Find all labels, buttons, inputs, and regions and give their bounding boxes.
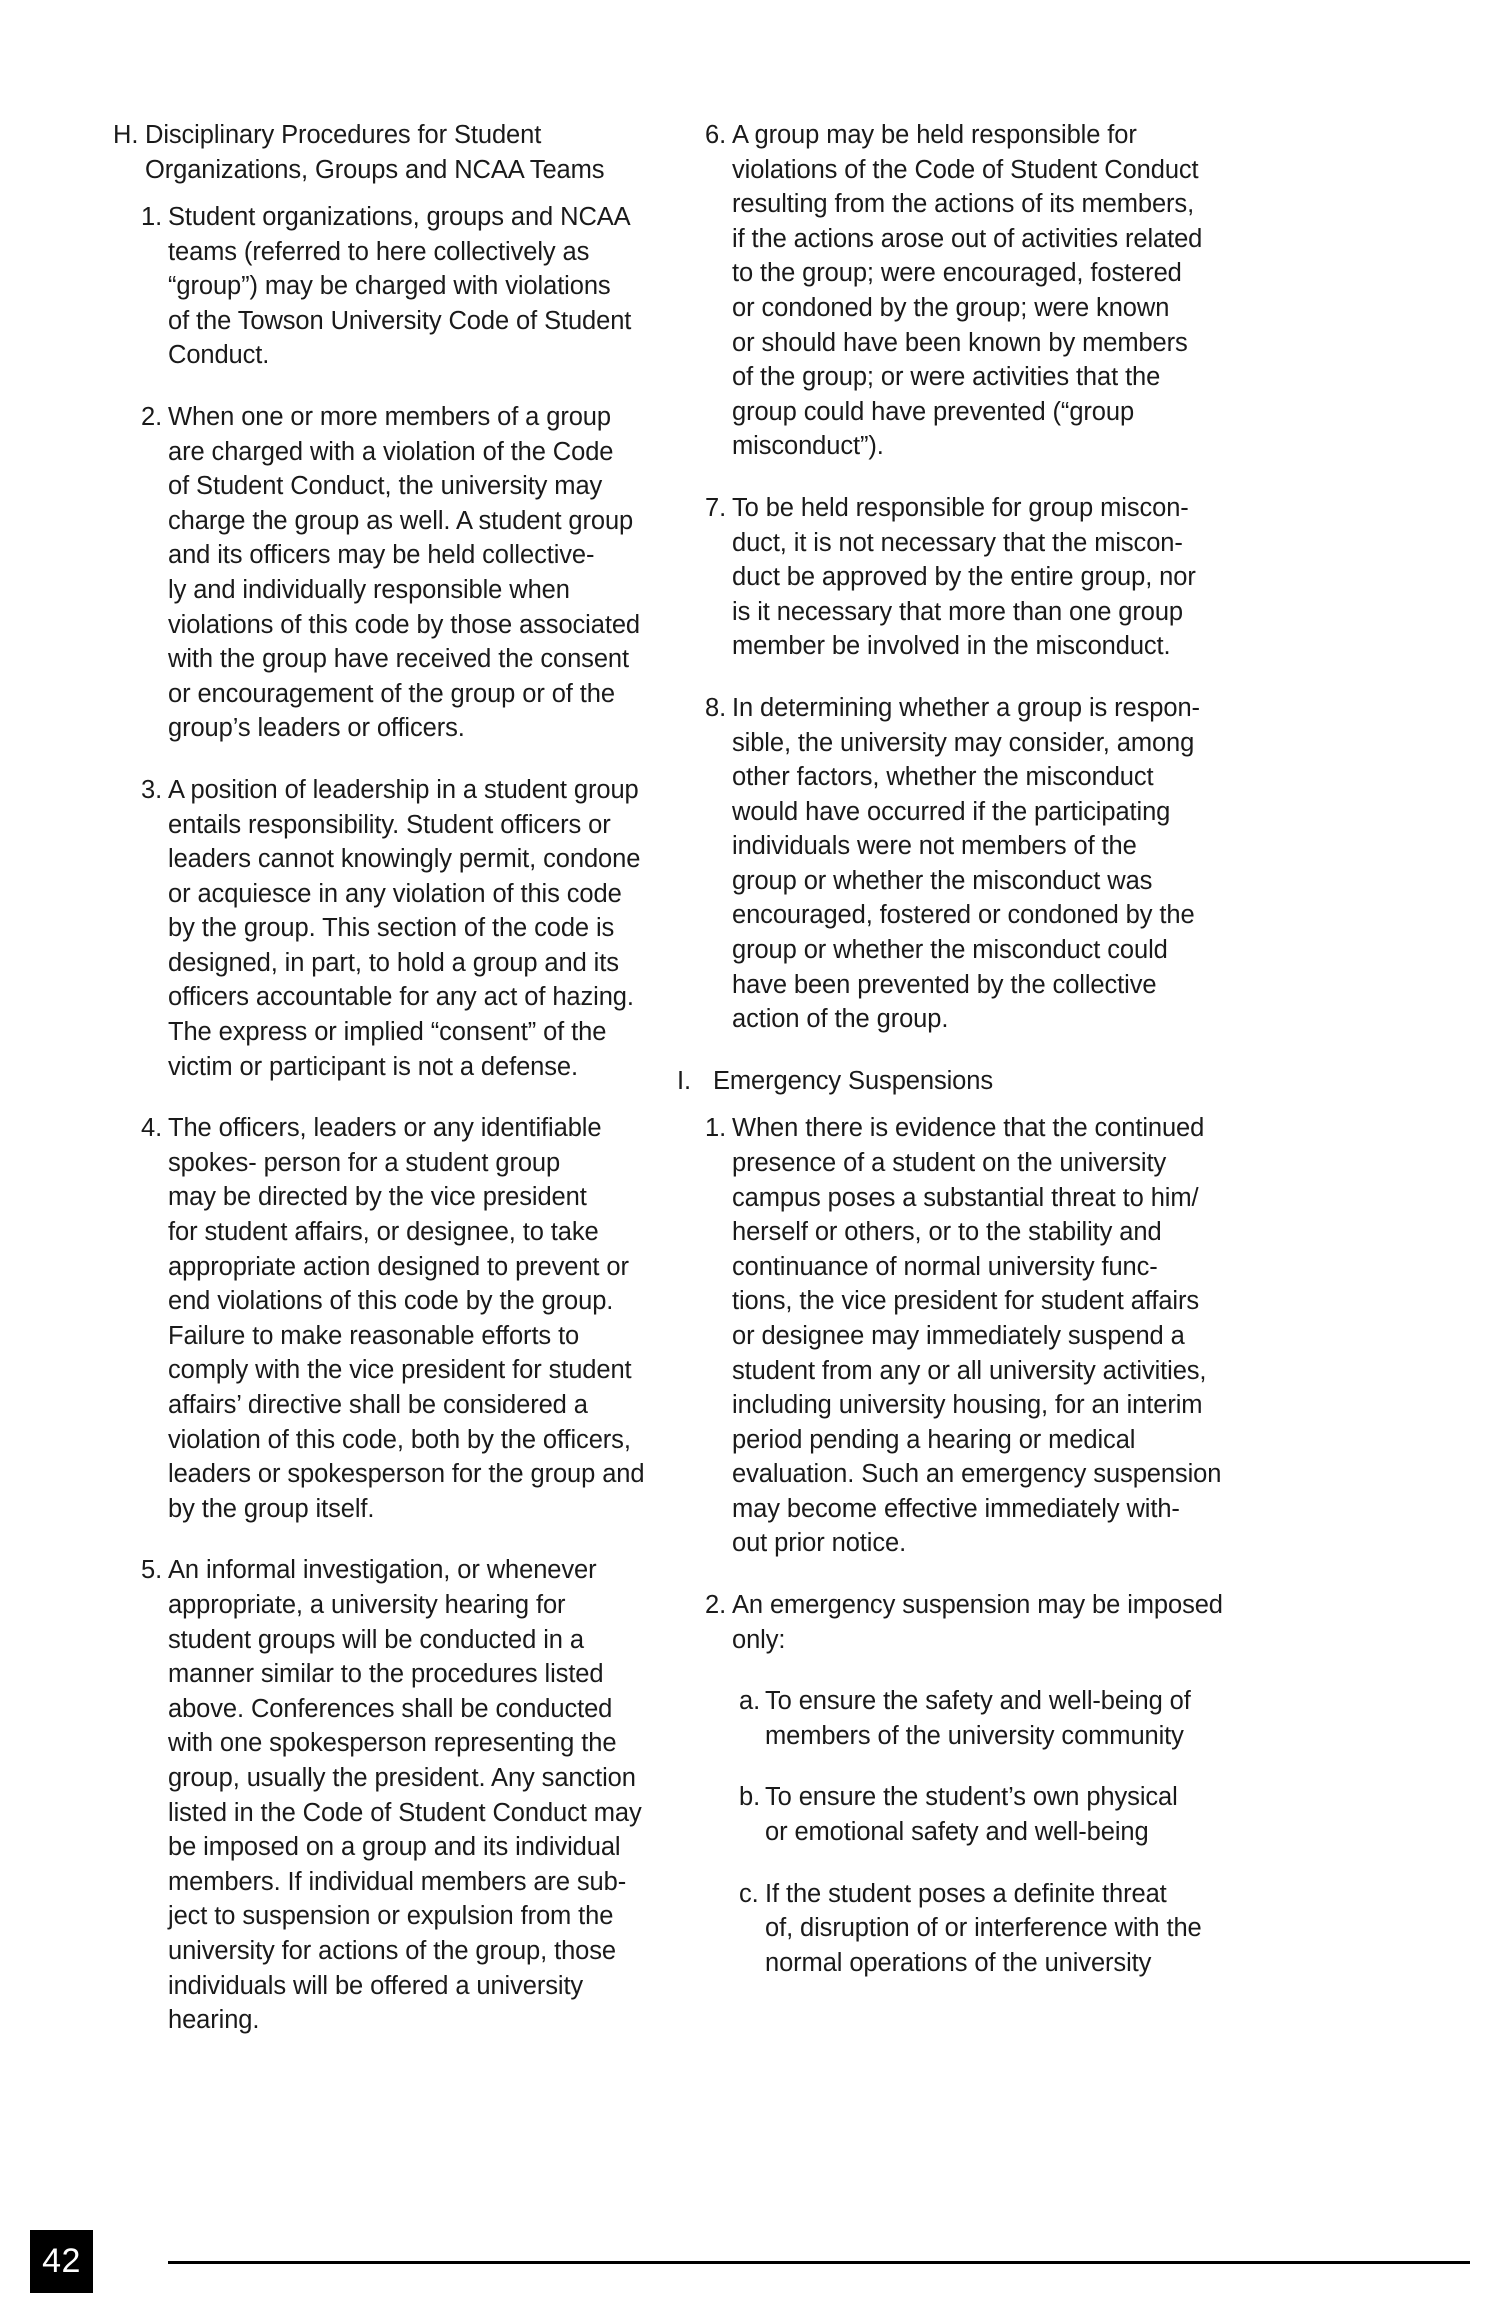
text-line: action of the group. <box>732 1005 949 1034</box>
text-line: if the actions arose out of activities related <box>732 224 1203 253</box>
sub-list-item-letter: b. <box>739 1783 761 1812</box>
text-line: To ensure the safety and well-being of <box>765 1687 1191 1716</box>
two-column-body <box>0 118 1500 2065</box>
list-item-body <box>732 1588 1237 1657</box>
list-item-number: 2. <box>705 1591 727 1620</box>
text-line: member be involved in the misconduct. <box>732 632 1171 661</box>
text-line: To ensure the student’s own physical <box>765 1783 1178 1812</box>
sub-list-item-body <box>765 1780 1237 1849</box>
text-line: out prior notice. <box>732 1529 907 1558</box>
text-line: group or whether the misconduct could <box>732 936 1168 965</box>
list-item <box>677 491 1237 664</box>
list-item-number: 4. <box>141 1114 163 1143</box>
section-letter-i: I. <box>677 1066 691 1095</box>
text-line: leaders cannot knowingly permit, condone <box>168 845 641 874</box>
list-item <box>677 691 1237 1037</box>
text-line: for student affairs, or designee, to take <box>168 1218 599 1247</box>
list-item-body <box>732 1111 1237 1561</box>
list-item-number: 2. <box>141 402 163 431</box>
list-item-number: 7. <box>705 493 727 522</box>
text-line: individuals were not members of the <box>732 832 1137 861</box>
text-line: may become effective immediately with- <box>732 1494 1180 1523</box>
text-line: are charged with a violation of the Code <box>168 437 614 466</box>
text-line: “group”) may be charged with violations <box>168 272 611 301</box>
text-line: Failure to make reasonable efforts to <box>168 1321 580 1350</box>
sub-list-item <box>677 1877 1237 1981</box>
text-line: be imposed on a group and its individual <box>168 1833 621 1862</box>
text-line: campus poses a substantial threat to him/ <box>732 1183 1199 1212</box>
text-line: by the group. This section of the code is <box>168 914 615 943</box>
text-line: affairs’ directive shall be considered a <box>168 1391 588 1419</box>
right-column <box>677 118 1237 2065</box>
text-line: only: <box>732 1625 786 1654</box>
text-line: group could have prevented (“group <box>732 397 1135 426</box>
text-line: An emergency suspension may be imposed <box>732 1591 1223 1620</box>
text-line: victim or participant is not a defense. <box>168 1052 578 1081</box>
text-line: end violations of this code by the group. <box>168 1287 614 1316</box>
list-item <box>113 1553 673 2037</box>
text-line: university for actions of the group, those <box>168 1936 616 1965</box>
text-line: ly and individually responsible when <box>168 575 570 604</box>
sub-list-item-body <box>765 1684 1237 1753</box>
text-line: or encouragement of the group or of the <box>168 679 615 708</box>
text-line: of Student Conduct, the university may <box>168 472 603 501</box>
text-line: designed, in part, to hold a group and its <box>168 948 619 977</box>
text-line: In determining whether a group is respon- <box>732 693 1200 722</box>
text-line: or should have been known by members <box>732 328 1188 357</box>
sub-list-item <box>677 1780 1237 1849</box>
text-line: or condoned by the group; were known <box>732 293 1170 322</box>
text-line: normal operations of the university <box>765 1948 1152 1977</box>
text-line: duct, it is not necessary that the miscon- <box>732 528 1183 557</box>
text-line: The officers, leaders or any identifiable <box>168 1114 602 1143</box>
text-line: resulting from the actions of its members, <box>732 190 1195 219</box>
text-line: listed in the Code of Student Conduct may <box>168 1798 642 1827</box>
text-line: or designee may immediately suspend a <box>732 1321 1185 1350</box>
list-item <box>113 200 673 373</box>
text-line: student groups will be conducted in a <box>168 1625 584 1654</box>
text-line: is it necessary that more than one group <box>732 597 1184 626</box>
text-line: leaders or spokesperson for the group and <box>168 1460 645 1489</box>
text-line: If the student poses a definite threat <box>765 1879 1167 1908</box>
text-line: A position of leadership in a student group <box>168 775 639 804</box>
section-letter-h: H. <box>113 121 139 149</box>
list-item <box>113 1111 673 1526</box>
text-line: violations of this code by those associated <box>168 610 640 639</box>
list-item-body <box>732 491 1237 664</box>
text-line: When there is evidence that the continued <box>732 1114 1205 1143</box>
text-line: herself or others, or to the stability and <box>732 1218 1162 1247</box>
sub-list-item-letter: a. <box>739 1687 761 1716</box>
text-line: When one or more members of a group <box>168 402 611 431</box>
text-line: with the group have received the consent <box>168 645 629 674</box>
list-item <box>113 400 673 746</box>
text-line: manner similar to the procedures listed <box>168 1660 604 1689</box>
text-line: members of the university community <box>765 1721 1184 1750</box>
text-line: comply with the vice president for student <box>168 1356 632 1385</box>
text-line: or acquiesce in any violation of this code <box>168 879 622 908</box>
list-item <box>113 773 673 1084</box>
text-line: group or whether the misconduct was <box>732 866 1153 895</box>
text-line: encouraged, fostered or condoned by the <box>732 901 1195 930</box>
text-line: of the Towson University Code of Student <box>168 306 632 335</box>
page-number-badge <box>30 2230 93 2293</box>
text-line: violations of the Code of Student Conduct <box>732 155 1199 184</box>
sub-list-item-body <box>765 1877 1237 1981</box>
list-item-body <box>732 118 1237 464</box>
text-line: Student organizations, groups and NCAA <box>168 203 631 231</box>
list-item-body <box>168 773 673 1084</box>
text-line: group’s leaders or officers. <box>168 714 465 743</box>
text-line: with one spokesperson representing the <box>168 1729 617 1758</box>
list-item-number: 1. <box>705 1114 727 1143</box>
text-line: above. Conferences shall be conducted <box>168 1694 613 1723</box>
text-line: appropriate action designed to prevent or <box>168 1252 629 1281</box>
list-item-body <box>168 400 673 746</box>
text-line: To be held responsible for group miscon- <box>732 493 1189 522</box>
text-line: other factors, whether the misconduct <box>732 763 1154 792</box>
text-line: entails responsibility. Student officers or <box>168 810 611 839</box>
page-number: 42 <box>42 2242 81 2280</box>
text-line: may be directed by the vice president <box>168 1183 587 1212</box>
text-line: by the group itself. <box>168 1494 375 1523</box>
text-line: evaluation. Such an emergency suspension <box>732 1460 1222 1489</box>
sub-list-item-letter: c. <box>739 1879 759 1908</box>
section-title-i: Emergency Suspensions <box>713 1066 993 1095</box>
list-item-number: 3. <box>141 775 163 804</box>
list-item <box>677 118 1237 464</box>
text-line: student from any or all university activities, <box>732 1356 1207 1385</box>
text-line: and its officers may be held collective- <box>168 541 595 570</box>
text-line: spokes- person for a student group <box>168 1148 561 1177</box>
text-line: violation of this code, both by the officers, <box>168 1425 631 1454</box>
text-line: hearing. <box>168 2006 260 2035</box>
text-line: An informal investigation, or whenever <box>168 1556 597 1585</box>
section-title-line: Disciplinary Procedures for Student <box>145 121 542 149</box>
text-line: continuance of normal university func- <box>732 1252 1158 1281</box>
text-line: would have occurred if the participating <box>732 797 1171 826</box>
text-line: have been prevented by the collective <box>732 970 1157 999</box>
list-item-body <box>168 200 673 373</box>
text-line: to the group; were encouraged, fostered <box>732 259 1182 288</box>
page-footer <box>0 2198 1500 2318</box>
text-line: ject to suspension or expulsion from the <box>168 1902 614 1931</box>
section-heading-i <box>677 1064 1237 1099</box>
text-line: presence of a student on the university <box>732 1148 1167 1177</box>
list-item-body <box>732 691 1237 1037</box>
text-line: A group may be held responsible for <box>732 121 1137 149</box>
list-item-body <box>168 1111 673 1526</box>
text-line: duct be approved by the entire group, nor <box>732 563 1196 592</box>
list-item <box>677 1111 1237 1561</box>
text-line: of, disruption of or interference with the <box>765 1914 1202 1943</box>
text-line: sible, the university may consider, among <box>732 728 1195 757</box>
text-line: teams (referred to here collectively as <box>168 237 590 266</box>
text-line: of the group; or were activities that the <box>732 363 1161 392</box>
text-line: appropriate, a university hearing for <box>168 1590 566 1619</box>
section-title-line: Organizations, Groups and NCAA Teams <box>145 155 605 184</box>
text-line: or emotional safety and well-being <box>765 1818 1149 1847</box>
list-item-number: 5. <box>141 1556 163 1585</box>
sub-list-item <box>677 1684 1237 1753</box>
list-item-number: 8. <box>705 693 727 722</box>
section-heading-h <box>113 118 673 187</box>
text-line: officers accountable for any act of hazing. <box>168 983 634 1012</box>
list-item <box>677 1588 1237 1657</box>
text-line: group, usually the president. Any sanction <box>168 1763 636 1792</box>
left-column <box>113 118 673 2065</box>
text-line: tions, the vice president for student affairs <box>732 1287 1200 1316</box>
text-line: Conduct. <box>168 341 270 370</box>
list-item-number: 6. <box>705 121 727 149</box>
text-line: The express or implied “consent” of the <box>168 1018 607 1047</box>
text-line: including university housing, for an interim <box>732 1391 1203 1420</box>
footer-divider-rule <box>168 2261 1470 2264</box>
list-item-body <box>168 1553 673 2037</box>
section-title-h <box>143 118 673 187</box>
text-line: charge the group as well. A student group <box>168 506 634 535</box>
text-line: misconduct”). <box>732 432 884 461</box>
text-line: individuals will be offered a university <box>168 1971 584 2000</box>
text-line: members. If individual members are sub- <box>168 1867 627 1896</box>
list-item-number: 1. <box>141 203 163 231</box>
text-line: period pending a hearing or medical <box>732 1425 1136 1454</box>
